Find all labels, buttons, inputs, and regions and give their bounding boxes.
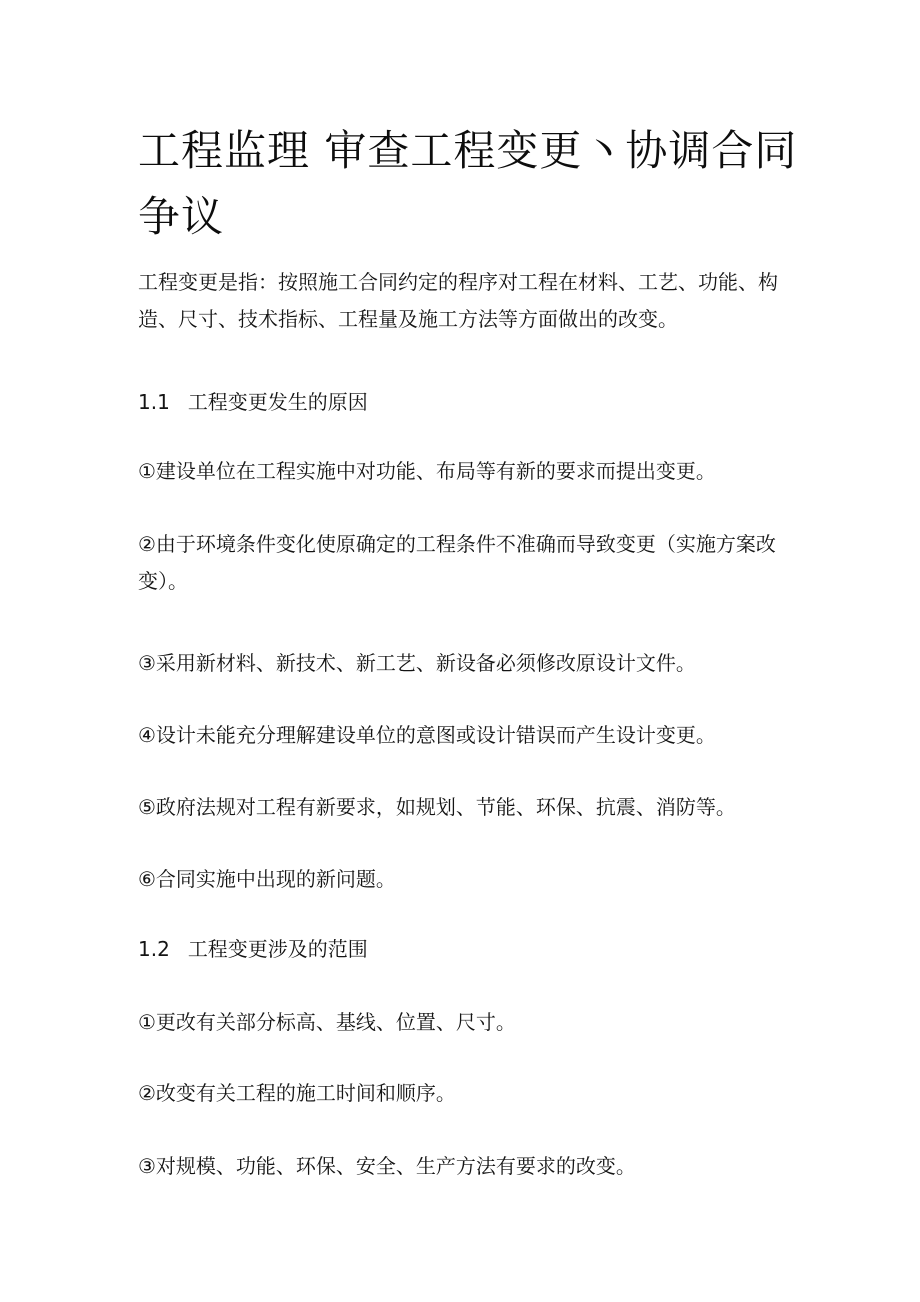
- list-item: ②改变有关工程的施工时间和顺序。: [138, 1081, 456, 1105]
- intro-paragraph: 工程变更是指：按照施工合同约定的程序对工程在材料、工艺、功能、构造、尺寸、技术指标、工程量及施工方法等方面做出的改变。: [138, 270, 778, 331]
- list-item: ①更改有关部分标高、基线、位置、尺寸。: [138, 1010, 516, 1034]
- section-number: 1.2: [138, 937, 170, 961]
- list-item: ②由于环境条件变化使原确定的工程条件不准确而导致变更（实施方案改变）。: [138, 532, 776, 593]
- list-item: ⑥合同实施中出现的新问题。: [138, 867, 396, 891]
- list-item: ①建设单位在工程实施中对功能、布局等有新的要求而提出变更。: [138, 459, 716, 483]
- list-item: ⑤政府法规对工程有新要求，如规划、节能、环保、抗震、消防等。: [138, 795, 736, 819]
- list-item: ③采用新材料、新技术、新工艺、新设备必须修改原设计文件。: [138, 651, 696, 675]
- section-heading-text: 工程变更涉及的范围: [187, 937, 368, 961]
- section-number: 1.1: [138, 390, 170, 414]
- section-heading-text: 工程变更发生的原因: [187, 390, 368, 414]
- page-title: 工程监理 审查工程变更丶协调合同争议: [138, 126, 798, 241]
- list-item: ④设计未能充分理解建设单位的意图或设计错误而产生设计变更。: [138, 723, 716, 747]
- section-heading-1-1: [138, 384, 798, 421]
- section-heading-1-2: [138, 931, 798, 968]
- list-item: ③对规模、功能、环保、安全、生产方法有要求的改变。: [138, 1154, 636, 1178]
